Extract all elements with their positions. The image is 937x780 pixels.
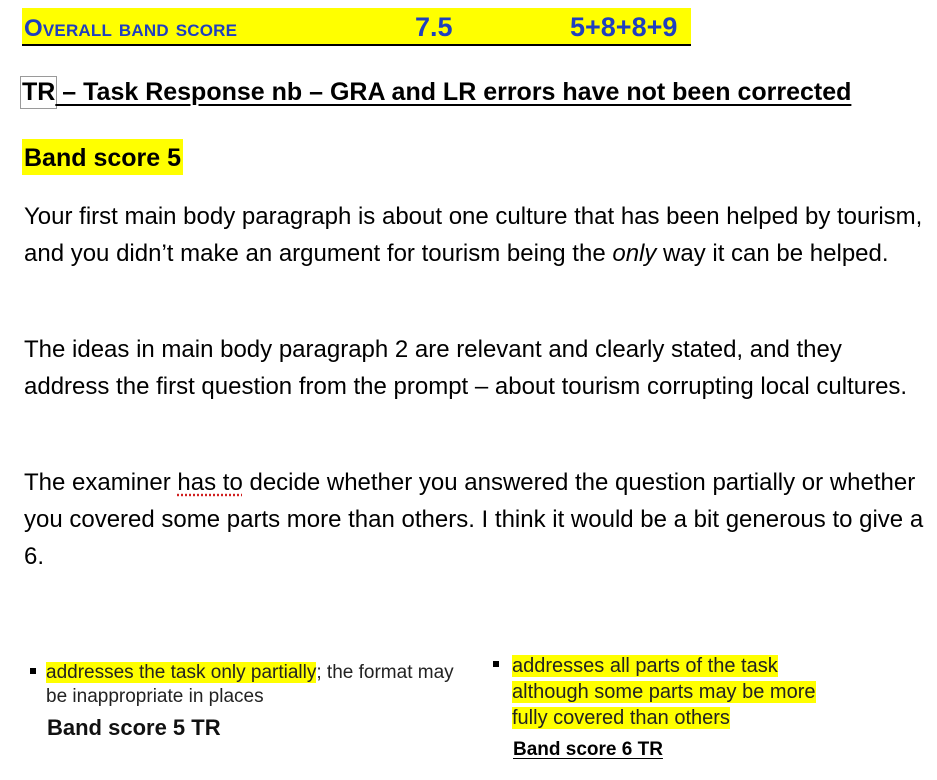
rubric-highlight: addresses the task only partially: [46, 662, 317, 683]
rubric-descriptor-band-5: [46, 661, 466, 709]
rubric-text: ; the format may be inappropriate in places: [46, 662, 454, 707]
para-3-text-end: decide whether you answered the question partially or whether you covered some parts more than others. I think it would be a bit generous to give a 6.: [24, 469, 924, 570]
feedback-paragraph-3: [24, 464, 929, 575]
feedback-paragraph-2: The ideas in main body paragraph 2 are relevant and clearly stated, and they address the first question from the prompt – about tourism corrupting local cultures.: [24, 336, 908, 400]
para-1-text: Your first main body paragraph is about one culture that has been helped by tourism, and you didn’t make an argument for tourism being the: [24, 203, 923, 267]
rubric-descriptor-band-6: [512, 653, 842, 731]
band-score-label: Band score 5: [22, 139, 183, 175]
overall-score-breakdown: 5+8+8+9: [570, 12, 678, 42]
overall-score-bar: [22, 8, 691, 46]
rubric-band-label-5: Band score 5 TR: [47, 715, 221, 740]
overall-score-value: 7.5: [415, 12, 453, 42]
rubric-band-label-6: Band score 6 TR: [513, 739, 663, 760]
para-1-text-end: way it can be helped.: [656, 240, 889, 267]
rubric-highlight: addresses all parts of the task although some parts may be more fully covered than others: [512, 655, 816, 729]
overall-score-label: Overall band score: [24, 15, 238, 42]
heading-abbr[interactable]: TR: [22, 78, 56, 106]
bullet-icon: [493, 661, 499, 667]
grammar-marked-phrase[interactable]: has to: [177, 469, 243, 496]
para-1-emphasis: only: [612, 240, 657, 267]
bullet-icon: [30, 668, 36, 674]
feedback-paragraph-1: [24, 198, 929, 272]
para-3-text: The examiner: [24, 469, 178, 496]
heading-text: – Task Response nb – GRA and LR errors have not been corrected: [55, 78, 852, 106]
section-heading: [22, 78, 851, 107]
